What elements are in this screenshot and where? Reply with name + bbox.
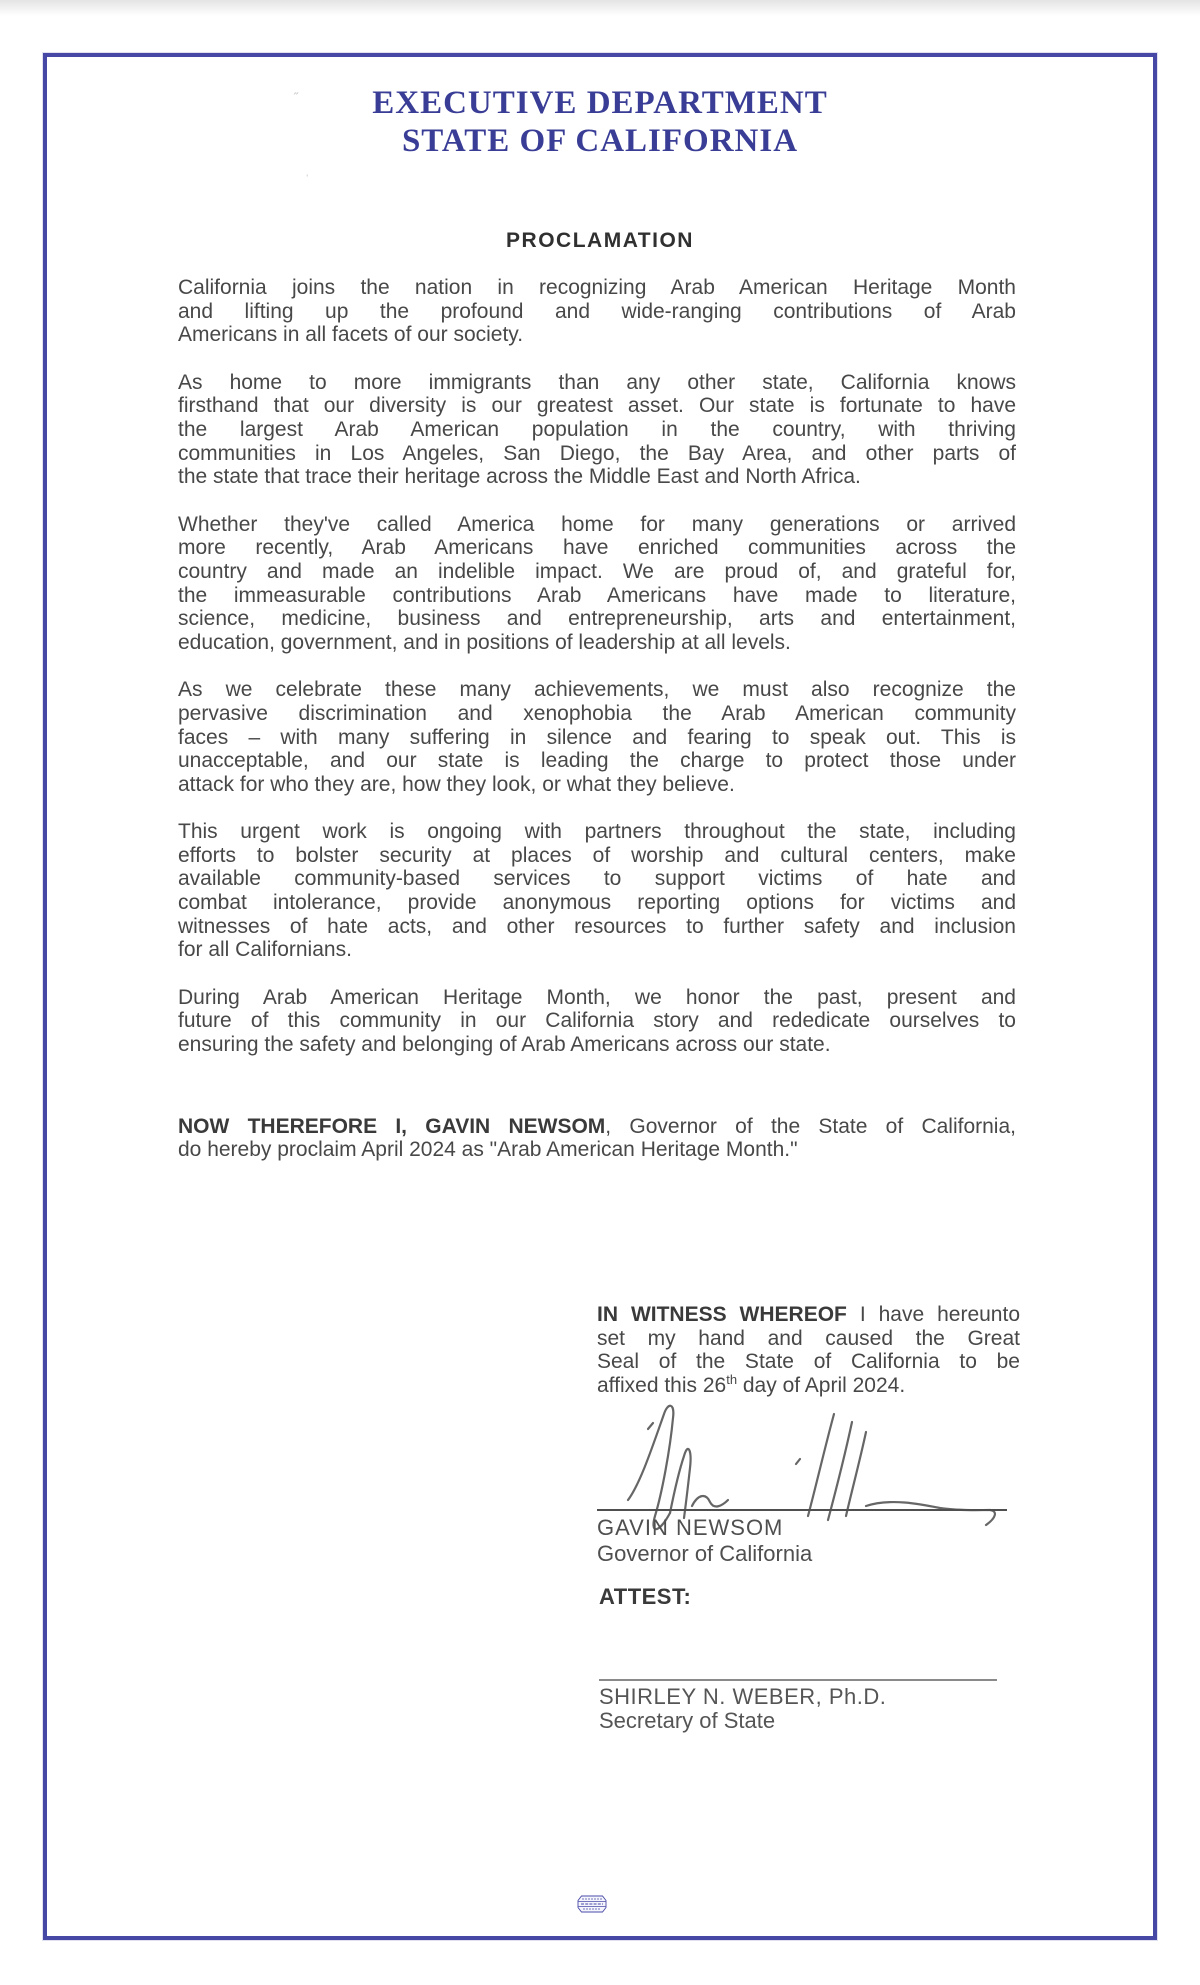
witness-date-ordinal: th bbox=[726, 1371, 738, 1387]
letterhead-line1: EXECUTIVE DEPARTMENT bbox=[372, 85, 828, 121]
text-line: As home to more immigrants than any other state, California knows bbox=[178, 370, 1016, 394]
witness-block bbox=[597, 1303, 1020, 1397]
governor-signature-line bbox=[597, 1509, 1007, 1511]
text-line: and lifting up the profound and wide-ranging contributions of Arab bbox=[178, 299, 1016, 323]
secretary-signature-line bbox=[599, 1679, 997, 1681]
paragraph bbox=[178, 371, 1016, 489]
text-line: During Arab American Heritage Month, we honor the past, present and bbox=[178, 985, 1016, 1009]
text-line: Americans in all facets of our society. bbox=[178, 323, 524, 347]
text-line: do hereby proclaim April 2024 as "Arab American Heritage Month." bbox=[178, 1138, 798, 1162]
proclamation-clause bbox=[178, 1115, 1016, 1162]
page-title: PROCLAMATION bbox=[506, 229, 694, 252]
text-line: the immeasurable contributions Arab Americans have made to literature, bbox=[178, 583, 1016, 607]
text-line: ensuring the safety and belonging of Arab Americans across our state. bbox=[178, 1033, 831, 1057]
text-line: for all Californians. bbox=[178, 938, 352, 962]
body-text-column bbox=[178, 276, 1016, 1186]
text-line: This urgent work is ongoing with partners throughout the state, including bbox=[178, 820, 1016, 844]
text-line: As we celebrate these many achievements, we must also recognize the bbox=[178, 678, 1016, 702]
text-line: attack for who they are, how they look, or what they believe. bbox=[178, 772, 735, 796]
text-line: efforts to bolster security at places of worship and cultural centers, make bbox=[178, 843, 1016, 867]
text-line: science, medicine, business and entrepreneurship, arts and entertainment, bbox=[178, 607, 1016, 631]
paragraph bbox=[178, 276, 1016, 347]
text-line bbox=[178, 1115, 1016, 1139]
text-line: unacceptable, and our state is leading the charge to protect those under bbox=[178, 749, 1016, 773]
attest-label: ATTEST: bbox=[599, 1584, 692, 1609]
text-line bbox=[597, 1371, 1020, 1398]
text-line: pervasive discrimination and xenophobia the Arab American community bbox=[178, 701, 1016, 725]
text-line: more recently, Arab Americans have enriched communities across the bbox=[178, 536, 1016, 560]
text-line: faces – with many suffering in silence and fearing to speak out. This is bbox=[178, 725, 1016, 749]
text-line: California joins the nation in recognizing Arab American Heritage Month bbox=[178, 276, 1016, 299]
text-line: combat intolerance, provide anonymous reporting options for victims and bbox=[178, 891, 1016, 915]
text-line: the largest Arab American population in the country, with thriving bbox=[178, 417, 1016, 441]
witness-date-post: day of April 2024. bbox=[737, 1373, 906, 1397]
proclaim-rest: , Governor of the State of California, bbox=[605, 1114, 1016, 1138]
text-line: available community-based services to support victims of hate and bbox=[178, 867, 1016, 891]
text-line: Seal of the State of California to be bbox=[597, 1350, 1020, 1374]
union-printers-label-icon bbox=[577, 1895, 607, 1913]
text-line: communities in Los Angeles, San Diego, the Bay Area, and other parts of bbox=[178, 441, 1016, 465]
text-line bbox=[597, 1303, 1020, 1327]
text-line: education, government, and in positions of leadership at all levels. bbox=[178, 630, 791, 654]
text-line: future of this community in our California story and rededicate ourselves to bbox=[178, 1009, 1016, 1033]
paragraph bbox=[178, 513, 1016, 655]
scan-edge-shading bbox=[0, 0, 1200, 16]
paragraph bbox=[178, 820, 1016, 962]
paragraph bbox=[178, 678, 1016, 796]
witness-rest: I have hereunto bbox=[846, 1303, 1020, 1326]
text-line: country and made an indelible impact. We are proud of, and grateful for, bbox=[178, 559, 1016, 583]
text-line: the state that trace their heritage across the Middle East and North Africa. bbox=[178, 465, 861, 489]
text-line: Whether they've called America home for many generations or arrived bbox=[178, 512, 1016, 536]
proclaim-bold: NOW THEREFORE I, GAVIN NEWSOM bbox=[178, 1114, 606, 1138]
text-line: firsthand that our diversity is our greatest asset. Our state is fortunate to have bbox=[178, 394, 1016, 418]
paragraph bbox=[178, 986, 1016, 1057]
secretary-name: SHIRLEY N. WEBER, Ph.D. bbox=[599, 1684, 887, 1709]
scan-artifact: ˶ bbox=[294, 84, 299, 99]
governor-title: Governor of California bbox=[597, 1541, 813, 1566]
secretary-title: Secretary of State bbox=[599, 1708, 776, 1733]
text-line: witnesses of hate acts, and other resources to further safety and inclusion bbox=[178, 914, 1016, 938]
witness-date-pre: affixed this 26 bbox=[597, 1373, 727, 1397]
governor-name: GAVIN NEWSOM bbox=[597, 1515, 784, 1540]
scan-artifact: ˈ bbox=[305, 172, 310, 187]
letterhead-line2: STATE OF CALIFORNIA bbox=[401, 123, 799, 159]
letterhead bbox=[0, 84, 1200, 160]
text-line: set my hand and caused the Great bbox=[597, 1326, 1020, 1350]
witness-bold: IN WITNESS WHEREOF bbox=[597, 1303, 847, 1326]
